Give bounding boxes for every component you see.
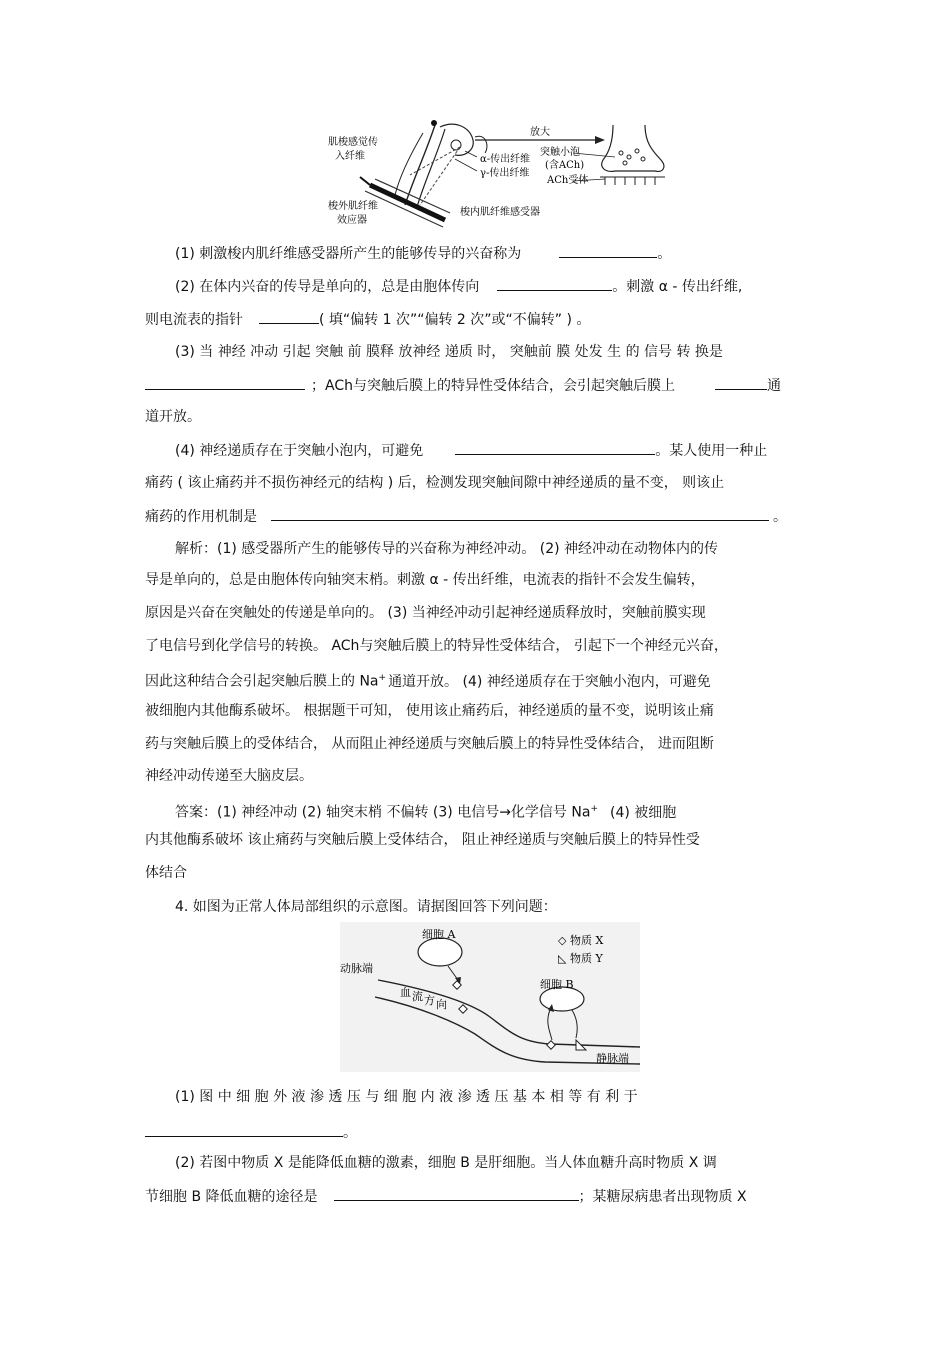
- q3-part2b: 则电流表的指针 ( 填“偏转 1 次”“偏转 2 次”或“不偏转” ) 。: [145, 309, 807, 330]
- label-vesicle-ach: (含ACh): [545, 160, 585, 171]
- answer-blank[interactable]: [145, 375, 305, 390]
- q3-part3c: 道开放。: [145, 409, 201, 425]
- q3-part4a: (4) 神经递质存在于突触小泡内，可避免 。某人使用一种止: [175, 440, 807, 461]
- analysis-line: 导是单向的，总是由胞体传向轴突末梢。刺激 α - 传出纤维，电流表的指针不会发生偏转，: [145, 572, 705, 588]
- label-flow: 血: [400, 986, 411, 999]
- q3-part4c: 痛药的作用机制是 。: [145, 506, 807, 527]
- tissue-diagram: [340, 922, 640, 1072]
- label-extrafusal: 梭外肌纤维: [328, 201, 378, 212]
- q3-part4b: 痛药 ( 该止痛药并不损伤神经元的结构 ) 后，检测发现突触间隙中神经递质的量不变， 则该止: [145, 475, 725, 491]
- analysis-line: 被细胞内其他酶系破坏。 根据题干可知， 使用该止痛药后，神经递质的量不变，说明该止痛: [145, 703, 714, 719]
- label-vesicle: 突触小泡: [540, 147, 580, 158]
- legend-substance-y: ◺ 物质 Y: [558, 952, 603, 965]
- label-flow: 流: [412, 990, 423, 1003]
- label-spindle-afferent-2: 入纤维: [335, 151, 365, 162]
- label-flow: 方: [424, 994, 435, 1007]
- label-cell-a: 细胞 A: [422, 928, 456, 941]
- q4-part2a: (2) 若图中物质 X 是能降低血糖的激素，细胞 B 是肝细胞。当人体血糖升高时物质 X 调: [175, 1155, 717, 1171]
- analysis-line: 因此这种结合会引起突触后膜上的 Na+ 通道开放。 (4) 神经递质存在于突触小泡内，可避免: [145, 673, 711, 690]
- analysis-line: 解析：(1) 感受器所产生的能够传导的兴奋称为神经冲动。 (2) 神经冲动在动物体内的传: [175, 541, 719, 557]
- label-intrafusal-receptor: 梭内肌纤维感受器: [460, 207, 540, 218]
- label-alpha-efferent: α-传出纤维: [480, 154, 531, 165]
- answer-blank[interactable]: [715, 375, 767, 390]
- label-artery: 动脉端: [340, 962, 373, 975]
- q4-part1b: 。: [145, 1122, 807, 1143]
- q4-part1a: (1) 图 中 细 胞 外 液 渗 透 压 与 细 胞 内 液 渗 透 压 基 本 相 等 有 利 于: [175, 1089, 638, 1105]
- q3-part3b: ；ACh与突触后膜上的特异性受体结合，会引起突触后膜上 通: [145, 375, 807, 396]
- label-flow: 向: [436, 998, 447, 1011]
- answer-line: 答案：(1) 神经冲动 (2) 轴突末梢 不偏转 (3) 电信号→化学信号 Na+ (4) 被细胞: [175, 804, 677, 821]
- analysis-line: 药与突触后膜上的受体结合， 从而阻止神经递质与突触后膜上的特异性受体结合， 进而阻断: [145, 736, 714, 752]
- analysis-line: 神经冲动传递至大脑皮层。: [145, 768, 313, 784]
- answer-blank[interactable]: [334, 1186, 579, 1201]
- muscle-spindle-diagram: [325, 115, 665, 230]
- muscle-spindle-figure: [325, 115, 665, 230]
- answer-line: 体结合: [145, 865, 187, 881]
- q3-part3a: (3) 当 神经 冲动 引起 突触 前 膜释 放神经 递质 时， 突触前 膜 处发 生 的 信号 转 换是: [175, 344, 723, 360]
- q3-part2a: (2) 在体内兴奋的传导是单向的，总是由胞体传向 。刺激 α - 传出纤维,: [175, 276, 807, 297]
- q4-part2b: 节细胞 B 降低血糖的途径是 ；某糖尿病患者出现物质 X: [145, 1186, 807, 1207]
- label-gamma-efferent: γ-传出纤维: [480, 168, 530, 179]
- answer-blank[interactable]: [559, 243, 657, 258]
- label-vein: 静脉端: [596, 1052, 629, 1065]
- label-cell-b: 细胞 B: [540, 978, 574, 991]
- answer-blank[interactable]: [145, 1122, 343, 1137]
- legend-substance-x: ◇ 物质 X: [558, 934, 604, 947]
- label-effector: 效应器: [337, 215, 367, 226]
- q3-part1: (1) 刺激梭内肌纤维感受器所产生的能够传导的兴奋称为 。: [175, 243, 807, 264]
- answer-blank[interactable]: [455, 440, 655, 455]
- label-spindle-afferent: 肌梭感觉传: [328, 137, 378, 148]
- analysis-line: 原因是兴奋在突触处的传递是单向的。 (3) 当神经冲动引起神经递质释放时，突触前膜实现: [145, 605, 706, 621]
- q4-stem: 4. 如图为正常人体局部组织的示意图。请据图回答下列问题：: [175, 899, 557, 915]
- analysis-line: 了电信号到化学信号的转换。 ACh与突触后膜上的特异性受体结合， 引起下一个神经元兴奋，: [145, 638, 728, 654]
- answer-blank[interactable]: [497, 276, 612, 291]
- label-enlarge: 放大: [530, 127, 550, 138]
- answer-line: 内其他酶系破坏 该止痛药与突触后膜上受体结合， 阻止神经递质与突触后膜上的特异性受: [145, 832, 700, 848]
- label-ach-receptor: ACh受体: [547, 175, 589, 186]
- tissue-figure: [340, 922, 640, 1072]
- answer-blank[interactable]: [259, 309, 319, 324]
- answer-blank[interactable]: [271, 506, 769, 521]
